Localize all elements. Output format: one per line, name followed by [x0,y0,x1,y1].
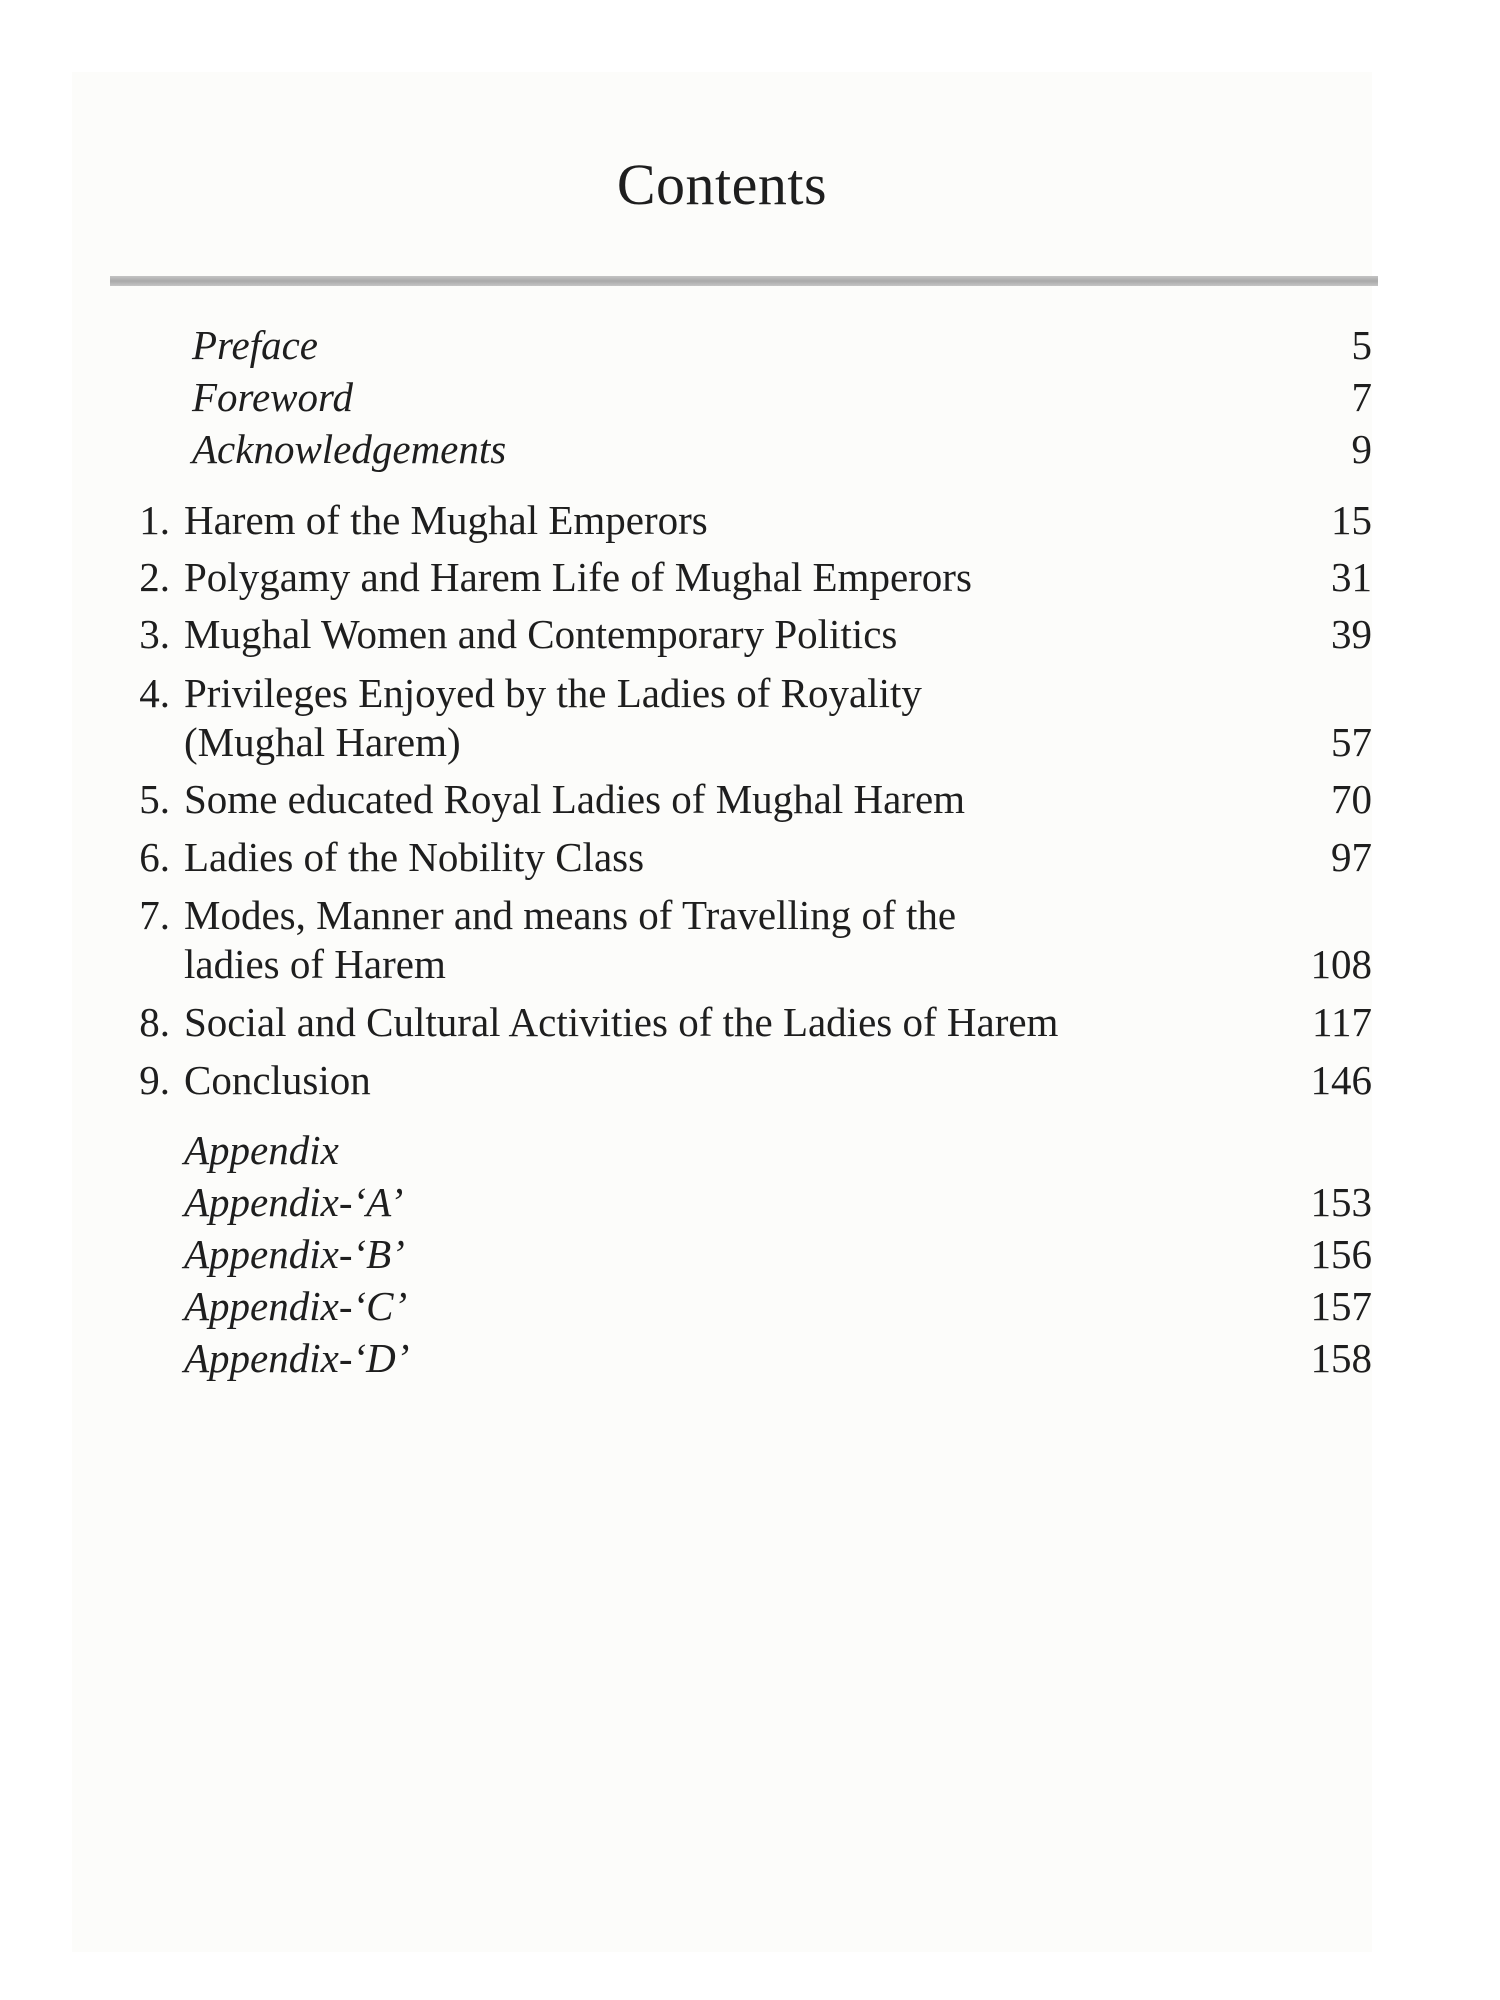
entry-page-number: 5 [1351,322,1372,368]
chapter-number: 8. [139,999,170,1045]
entry-label: Preface [192,322,318,368]
appendix-label: Appendix-‘A’ [184,1179,404,1225]
entry-page-number: 9 [1351,426,1372,472]
chapter-title: Harem of the Mughal Emperors [184,497,708,543]
entry-page-number: 39 [1331,611,1372,657]
entry-label: Foreword [192,374,353,420]
chapter-title: Conclusion [184,1057,371,1103]
entry-page-number: 158 [1310,1335,1372,1381]
entry-page-number: 108 [1310,941,1372,987]
entry-page-number: 7 [1351,374,1372,420]
appendix-heading: Appendix [184,1127,339,1173]
chapter-number: 9. [139,1057,170,1103]
appendix-label: Appendix-‘C’ [184,1283,408,1329]
chapter-number: 6. [139,834,170,880]
chapter-number: 5. [139,776,170,822]
chapter-title-line-1: Modes, Manner and means of Travelling of the [184,892,957,938]
chapter-number: 2. [139,554,170,600]
entry-label: Acknowledgements [192,426,507,472]
entry-page-number: 157 [1310,1283,1372,1329]
chapter-title: Polygamy and Harem Life of Mughal Emperors [184,554,972,600]
entry-page-number: 15 [1331,497,1372,543]
chapter-number: 3. [139,611,170,657]
chapter-number: 4. [139,670,170,716]
chapter-number: 1. [139,497,170,543]
entry-page-number: 97 [1331,834,1372,880]
chapter-title-line-2: (Mughal Harem) [184,719,461,765]
page-title: Contents [616,152,828,217]
entry-page-number: 153 [1310,1179,1372,1225]
entry-page-number: 117 [1312,999,1372,1045]
appendix-label: Appendix-‘B’ [184,1231,405,1277]
title-divider [110,276,1378,286]
chapter-title-line-2: ladies of Harem [184,941,446,987]
entry-page-number: 70 [1331,776,1372,822]
chapter-title: Mughal Women and Contemporary Politics [184,611,898,657]
chapter-number: 7. [139,892,170,938]
entry-page-number: 31 [1331,554,1372,600]
entry-page-number: 156 [1310,1231,1372,1277]
chapter-title-line-1: Privileges Enjoyed by the Ladies of Royality [184,670,922,716]
entry-page-number: 57 [1331,719,1372,765]
chapter-title: Some educated Royal Ladies of Mughal Harem [184,776,966,822]
contents-page [72,72,1372,1952]
chapter-title: Ladies of the Nobility Class [184,834,645,880]
entry-page-number: 146 [1310,1057,1372,1103]
appendix-label: Appendix-‘D’ [184,1335,410,1381]
chapter-title: Social and Cultural Activities of the Ladies of Harem [184,999,1059,1045]
